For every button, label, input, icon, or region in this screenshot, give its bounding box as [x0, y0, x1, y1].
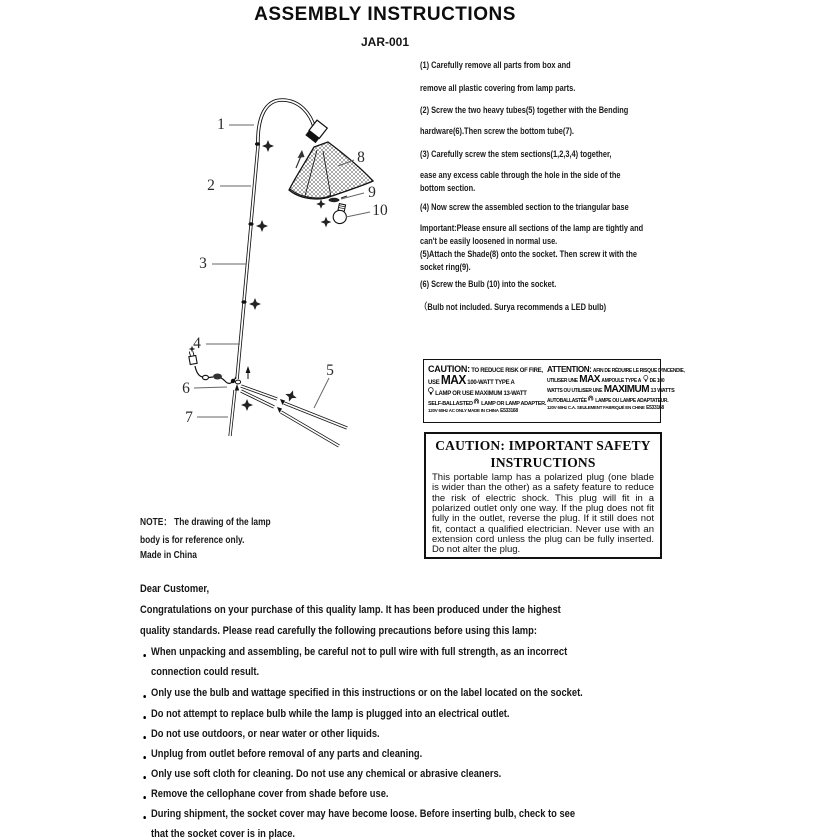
made-in-china: Made in China	[140, 549, 197, 561]
part-label-1: 1	[217, 116, 225, 133]
attention-heading: ATTENTION:	[546, 364, 592, 374]
caution-text: AUTOBALLASTÉE	[546, 398, 587, 404]
caution-text: TO REDUCE RISK OF FIRE,	[471, 367, 543, 374]
plug	[188, 351, 197, 365]
precaution-item: Remove the cellophane cover from shade before use.	[140, 788, 389, 800]
precaution-item: Only use soft cloth for cleaning. Do not use any chemical or abrasive cleaners.	[140, 768, 501, 780]
letter-greeting: Dear Customer,	[140, 583, 210, 595]
caution-cert-number: E533168	[645, 405, 664, 411]
caution-text: 100-WATT TYPE A	[467, 379, 515, 386]
precaution-item: Do not attempt to replace bulb while the lamp is plugged into an electrical outlet.	[140, 708, 510, 720]
step-line: (5)Attach the Shade(8) onto the socket. Then screw it with the	[420, 249, 637, 260]
precaution-item-cont: connection could result.	[151, 666, 260, 678]
cfl-icon	[474, 398, 480, 405]
step-line: remove all plastic covering from lamp parts.	[420, 83, 576, 94]
part-label-7: 7	[185, 409, 193, 426]
caution-max: MAX	[440, 373, 466, 387]
step-line: socket ring(9).	[420, 262, 471, 273]
caution-text: DE 100	[649, 378, 664, 384]
safety-title-line2: INSTRUCTIONS	[490, 455, 596, 470]
caution-cert-number: E533168	[500, 408, 518, 414]
precaution-item: Do not use outdoors, or near water or other liquids.	[140, 728, 380, 740]
caution-heading: CAUTION:	[428, 364, 470, 375]
step-line: bottom section.	[420, 183, 476, 194]
caution-text: WATTS OU UTILISER UNE	[546, 388, 602, 394]
part-label-2: 2	[207, 177, 215, 194]
safety-body-text: This portable lamp has a polarized plug (one blade is wider than the other) as a safety feature to reduce the risk of electric shock. This plug will fit in a polarized outlet only one way. If the plug does not fit fully in the outlet, reverse the plug. If it still does not fit, contact a qualified electrician. Never use with an extension cord unless the plug can be fully inserted. Do not alter the plug.	[432, 472, 654, 556]
caution-text: UTILISER UNE	[546, 378, 578, 384]
step-line: (2) Screw the two heavy tubes(5) together with the Bending	[420, 105, 629, 116]
part-label-3: 3	[199, 255, 207, 272]
precaution-item-cont: that the socket cover is in place.	[151, 828, 295, 840]
step-line: Important:Please ensure all sections of the lamp are tightly and	[420, 223, 644, 234]
caution-text: 13 WATTS	[650, 388, 674, 394]
page-title: ASSEMBLY INSTRUCTIONS	[254, 4, 516, 25]
part-label-6: 6	[182, 380, 190, 397]
part-label-8: 8	[357, 149, 365, 166]
note-line1: NOTE： The drawing of the lamp	[140, 516, 271, 528]
step-line: （Bulb not included. Surya recommends a LED bulb)	[420, 302, 607, 313]
step-line: can't be easily loosened in normal use.	[420, 236, 558, 247]
precaution-item: Only use the bulb and wattage specified in this instructions or on the label located on the socket.	[140, 687, 583, 699]
precaution-item: Unplug from outlet before removal of any parts and cleaning.	[140, 748, 422, 760]
bulb-icon	[428, 387, 434, 395]
caution-french-column	[546, 364, 685, 420]
lamp-diagram	[140, 80, 430, 460]
caution-english-column	[428, 364, 546, 420]
safety-instructions-box	[424, 432, 662, 559]
bulb-icon	[642, 375, 648, 382]
assembly-steps	[420, 0, 689, 330]
caution-max: MAXIMUM	[603, 383, 649, 395]
caution-text: LAMP OR LAMP ADAPTER.	[481, 401, 546, 407]
part-label-9: 9	[368, 184, 376, 201]
precaution-item: When unpacking and assembling, be careful not to pull wire with full strength, as an incorrect	[140, 646, 567, 658]
precaution-item: During shipment, the socket cover may have become loose. Before inserting bulb, check to see	[140, 808, 575, 820]
step-line: (1) Carefully remove all parts from box and	[420, 60, 571, 71]
step-line: hardware(6).Then screw the bottom tube(7).	[420, 126, 574, 137]
socket	[305, 120, 327, 143]
safety-title-line1: CAUTION: IMPORTANT SAFETY	[435, 438, 651, 453]
caution-ratings: 120V 60Hz C.A. SEULEMENT FABRIQUÉ EN CHINE	[546, 405, 645, 410]
model-number: JAR-001	[360, 35, 410, 49]
caution-max: MAX	[578, 373, 600, 385]
caution-text: USE	[428, 379, 440, 386]
step-line: (6) Screw the Bulb (10) into the socket.	[420, 279, 557, 290]
part-label-5: 5	[326, 362, 334, 379]
cfl-icon	[588, 395, 594, 402]
part-label-10: 10	[372, 202, 388, 219]
caution-text: LAMPE OU LAMPE ADAPTATEUR.	[594, 398, 668, 404]
step-line: (4) Now screw the assembled section to the triangular base	[420, 202, 629, 213]
caution-text: 13-WATT	[503, 390, 527, 397]
step-line: ease any excess cable through the hole in the side of the	[420, 170, 621, 181]
caution-text: SELF-BALLASTED	[428, 401, 473, 407]
caution-ratings: 120V 60Hz AC ONLY MADE IN CHINA	[428, 408, 499, 413]
part-label-4: 4	[193, 335, 201, 352]
bulb	[332, 203, 349, 225]
step-line: (3) Carefully screw the stem sections(1,2,3,4) together,	[420, 149, 612, 160]
letter-line: Congratulations on your purchase of this quality lamp. It has been produced under the highest	[140, 604, 561, 616]
caution-text: AMPOULE TYPE A	[600, 378, 641, 384]
note-line2: body is for reference only.	[140, 534, 245, 546]
caution-text: AFIN DE RÉDUIRE LE RISQUE D'INCENDIE,	[592, 368, 685, 374]
caution-text: LAMP OR USE MAXIMUM	[435, 390, 503, 397]
letter-line: quality standards. Please read carefully the following precautions before using this lamp:	[140, 625, 537, 637]
caution-rating-label	[423, 359, 685, 423]
